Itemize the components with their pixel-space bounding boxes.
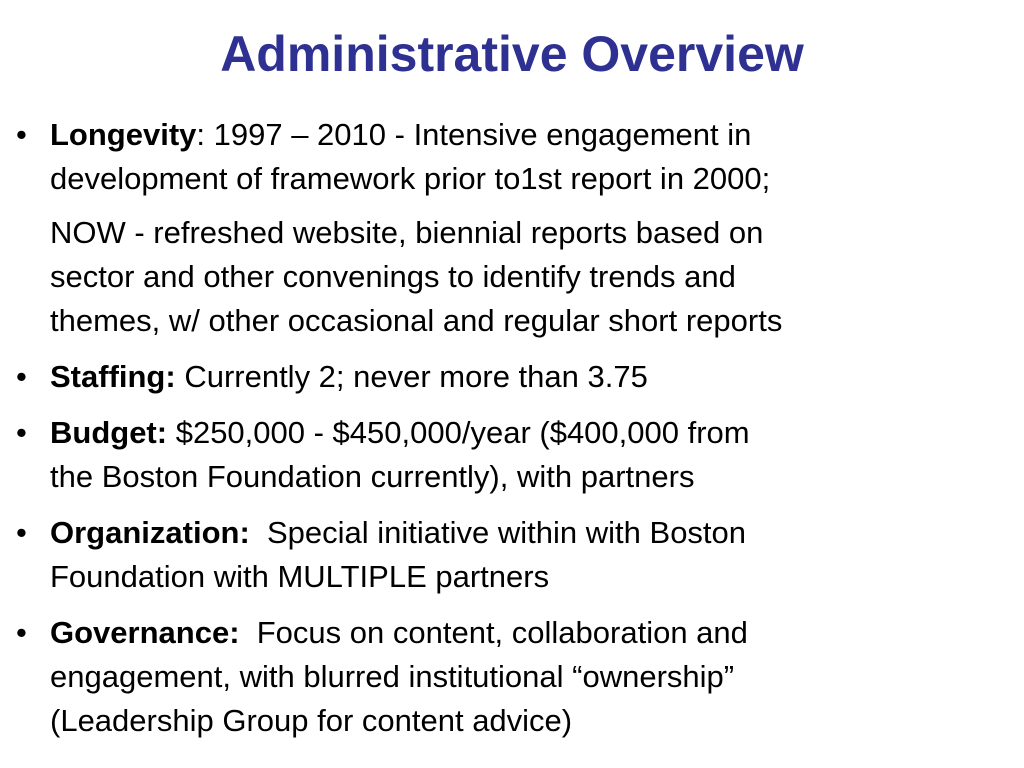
bullet-staffing (0, 355, 1024, 399)
bullet-text: Focus on content, collaboration and (239, 615, 748, 650)
bullet-line (50, 511, 1004, 555)
bullet-line: themes, w/ other occasional and regular short reports (50, 303, 783, 338)
bullet-longevity (0, 113, 1024, 343)
bullet-line: development of framework prior to1st report in 2000; (50, 161, 771, 196)
bullet-text: : 1997 – 2010 - Intensive engagement in (196, 117, 752, 152)
slide-title: Administrative Overview (220, 26, 804, 82)
bullet-line: (Leadership Group for content advice) (50, 703, 573, 738)
bullet-line (50, 611, 1004, 655)
bullet-label: Budget: (50, 415, 168, 450)
bullet-subparagraph (50, 211, 1004, 343)
bullet-text: $250,000 - $450,000/year ($400,000 from (167, 415, 750, 450)
bullet-dot-icon: • (16, 359, 27, 394)
bullet-dot-icon: • (16, 615, 27, 650)
bullet-line: engagement, with blurred institutional “ownership” (50, 659, 735, 694)
bullet-label: Longevity (50, 117, 197, 152)
bullet-governance (0, 611, 1024, 743)
bullet-label: Staffing: (50, 359, 176, 394)
bullet-line: the Boston Foundation currently), with partners (50, 459, 695, 494)
bullet-text: Currently 2; never more than 3.75 (175, 359, 648, 394)
bullet-organization (0, 511, 1024, 599)
bullet-line (50, 113, 1004, 157)
bullet-dot-icon: • (16, 117, 27, 152)
bullet-list (0, 113, 1024, 755)
bullet-dot-icon: • (16, 515, 27, 550)
bullet-line: sector and other convenings to identify trends and (50, 259, 736, 294)
bullet-line (50, 411, 1004, 455)
bullet-label: Organization: (50, 515, 250, 550)
bullet-text: Special initiative within with Boston (249, 515, 747, 550)
bullet-line (50, 355, 1004, 399)
bullet-label: Governance: (50, 615, 240, 650)
bullet-dot-icon: • (16, 415, 27, 450)
bullet-budget (0, 411, 1024, 499)
bullet-line: NOW - refreshed website, biennial reports based on (50, 215, 764, 250)
bullet-line: Foundation with MULTIPLE partners (50, 559, 550, 594)
